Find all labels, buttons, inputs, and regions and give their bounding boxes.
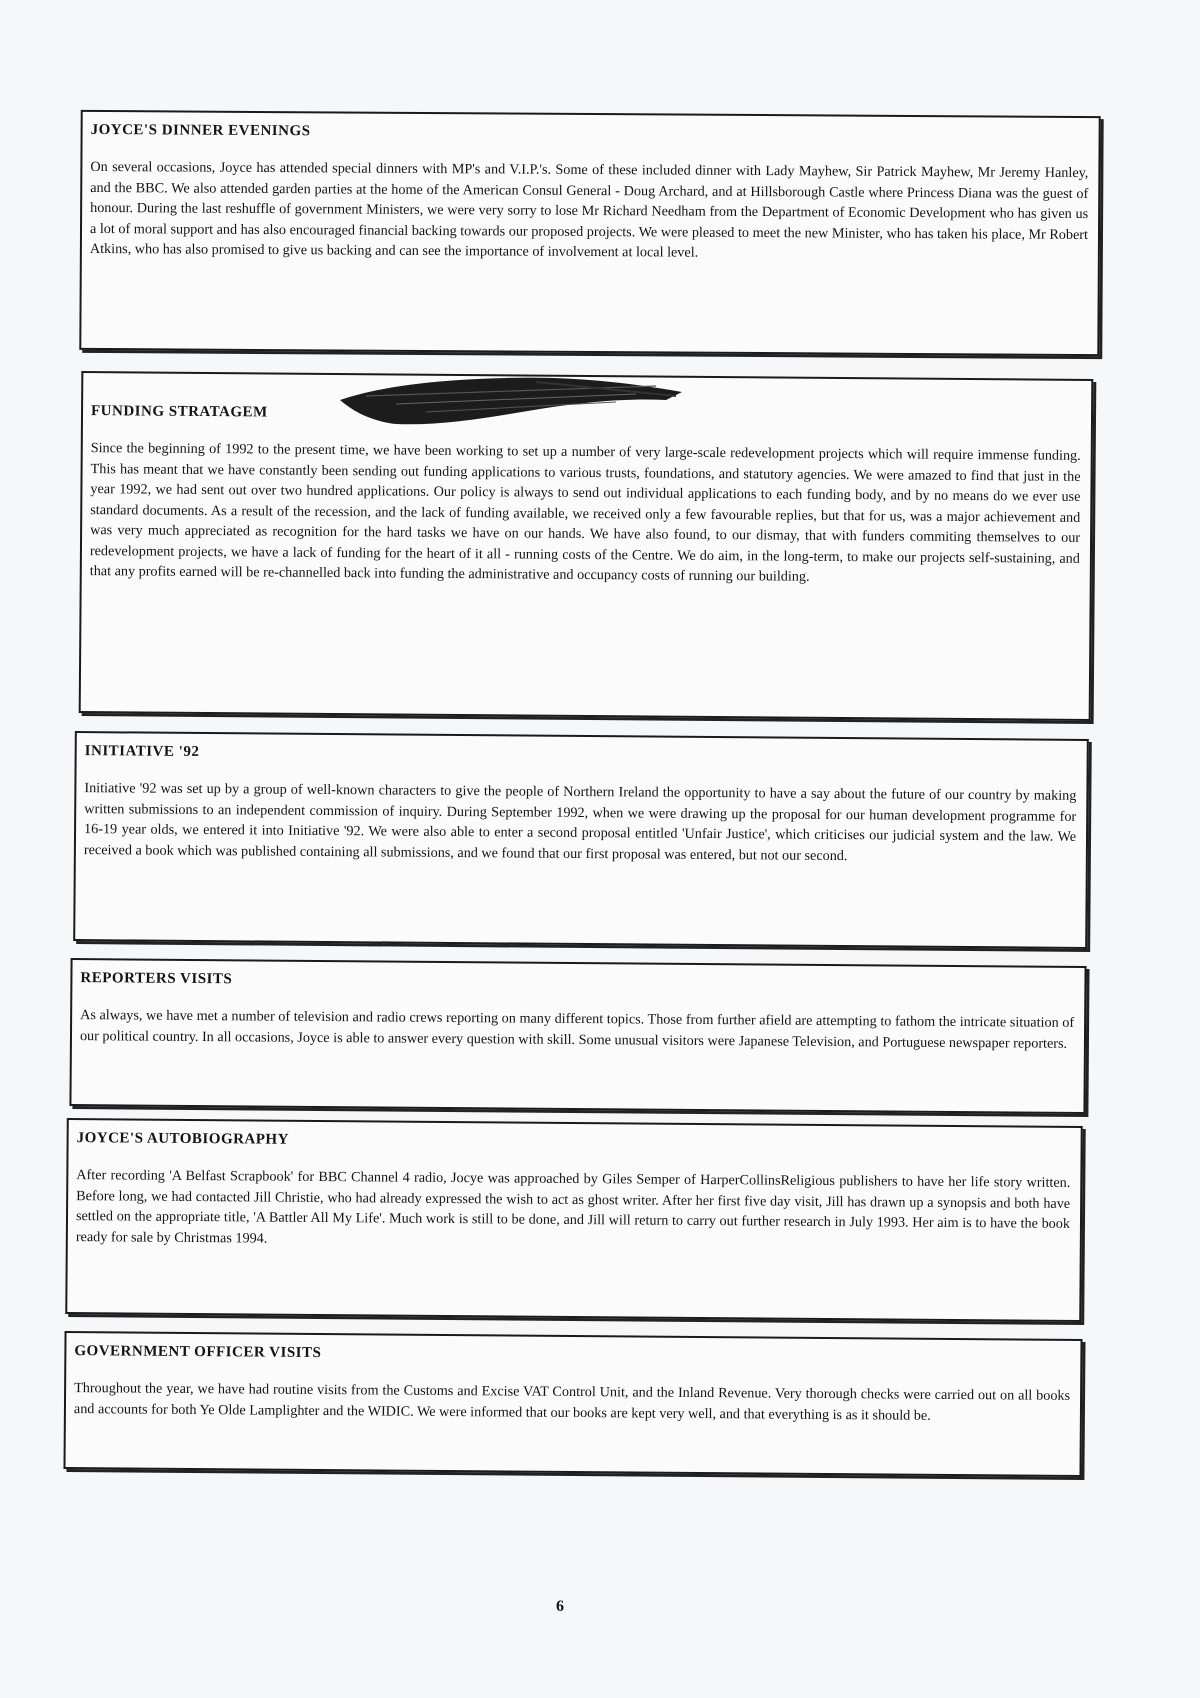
section-body: After recording 'A Belfast Scrapbook' for BBC Channel 4 radio, Jocye was approached by Giles Semper of HarperCollinsReligious publishers to have her life story written. Before long, we had contacted Jill Christie, who had already expressed the wish to act as ghost writer. After her first five day visit, Jill has drawn up a synopsis and both have settled on the appropriate title, 'A Battler All My Life'. Much work is still to be done, and Jill will return to carry out further research in July 1993. Her aim is to have the book ready for sale by Christmas 1994. (75, 1167, 1071, 1247)
section-heading: GOVERNMENT OFFICER VISITS (74, 1343, 322, 1362)
section-heading: REPORTERS VISITS (80, 970, 233, 988)
page-number: 6 (556, 1598, 564, 1615)
section-body: Throughout the year, we have had routine visits from the Customs and Excise VAT Control Unit, and the Inland Revenue. Very thorough checks were carried out on all books and accounts for both Ye Olde Lamplighter and the WIDIC. We were informed that our books are kept very well, and that everything is as it should be. (73, 1380, 1071, 1424)
section-body: As always, we have met a number of television and radio crews reporting on many different topics. Those from further afield are attempting to fathom the intricate situation of our political country. In all occasions, Joyce is able to answer every question with skill. Some unusual visitors were Japanese Television, and Portuguese newspaper reporters. (79, 1007, 1075, 1052)
section-initiative-92 (73, 731, 1089, 949)
section-body: On several occasions, Joyce has attended special dinners with MP's and V.I.P.'s. Some of these included dinner with Lady Mayhew, Sir Patrick Mayhew, Mr Jeremy Hanley, and the BBC. We also attended garden parties at the home of the American Consul General - Doug Archard, and at Hillsborough Castle where Princess Diana was the guest of honour. During the last reshuffle of government Ministers, we were very sorry to lose Mr Richard Needham from the Department of Economic Development who has given us a lot of moral support and has also encouraged financial backing towards our proposed projects. We were pleased to meet the new Minister, who has taken his place, Mr Robert Atkins, who has also promised to give us backing and can see the importance of involvement at local level. (89, 158, 1089, 261)
section-heading: INITIATIVE '92 (84, 743, 200, 760)
section-government-officer-visits (63, 1331, 1082, 1477)
section-body: Since the beginning of 1992 to the present time, we have been working to set up a number of very large-scale redevelopment projects which will require immense funding. This has meant that we have constantly been sending out funding applications to various trusts, foundations, and statutory agencies. We were amazed to find that just in the year 1992, we had sent out over two hundred applications. Our policy is always to send out individual applications to each funding body, and by no means do we ever use standard documents. As a result of the recession, and the lack of funding available, we received only a few favourable replies, but that for us, was a major achievement and was very much appreciated as recognition for the hard tasks we have on our hands. We have also found, to our dismay, that with funders commiting themselves to our redevelopment projects, we have a lack of funding for the heart of it all - running costs of the Centre. We do aim, in the long-term, to make our projects self-sustaining, and that any profits earned will be re-channelled back into funding the administrative and occupancy costs of running our building. (89, 440, 1081, 585)
section-reporters-visits (69, 958, 1086, 1114)
section-heading: JOYCE'S AUTOBIOGRAPHY (76, 1130, 290, 1148)
section-dinner-evenings (79, 110, 1100, 356)
brush-stroke-decoration (336, 374, 686, 434)
section-heading: JOYCE'S DINNER EVENINGS (90, 121, 311, 140)
section-heading: FUNDING STRATAGEM (90, 403, 268, 421)
section-autobiography (65, 1118, 1083, 1322)
section-body: Initiative '92 was set up by a group of well-known characters to give the people of Northern Ireland the opportunity to have a say about the future of our country by making written submissions to an independent commission of inquiry. During September 1992, when we were drawing up the proposal for our human development programme for 16-19 year olds, we entered it into Initiative '92. We were also able to enter a second proposal entitled 'Unfair Justice', which criticises our judicial system and the law. We received a book which was published containing all submissions, and we found that our first proposal was entered, but not our second. (83, 780, 1077, 864)
